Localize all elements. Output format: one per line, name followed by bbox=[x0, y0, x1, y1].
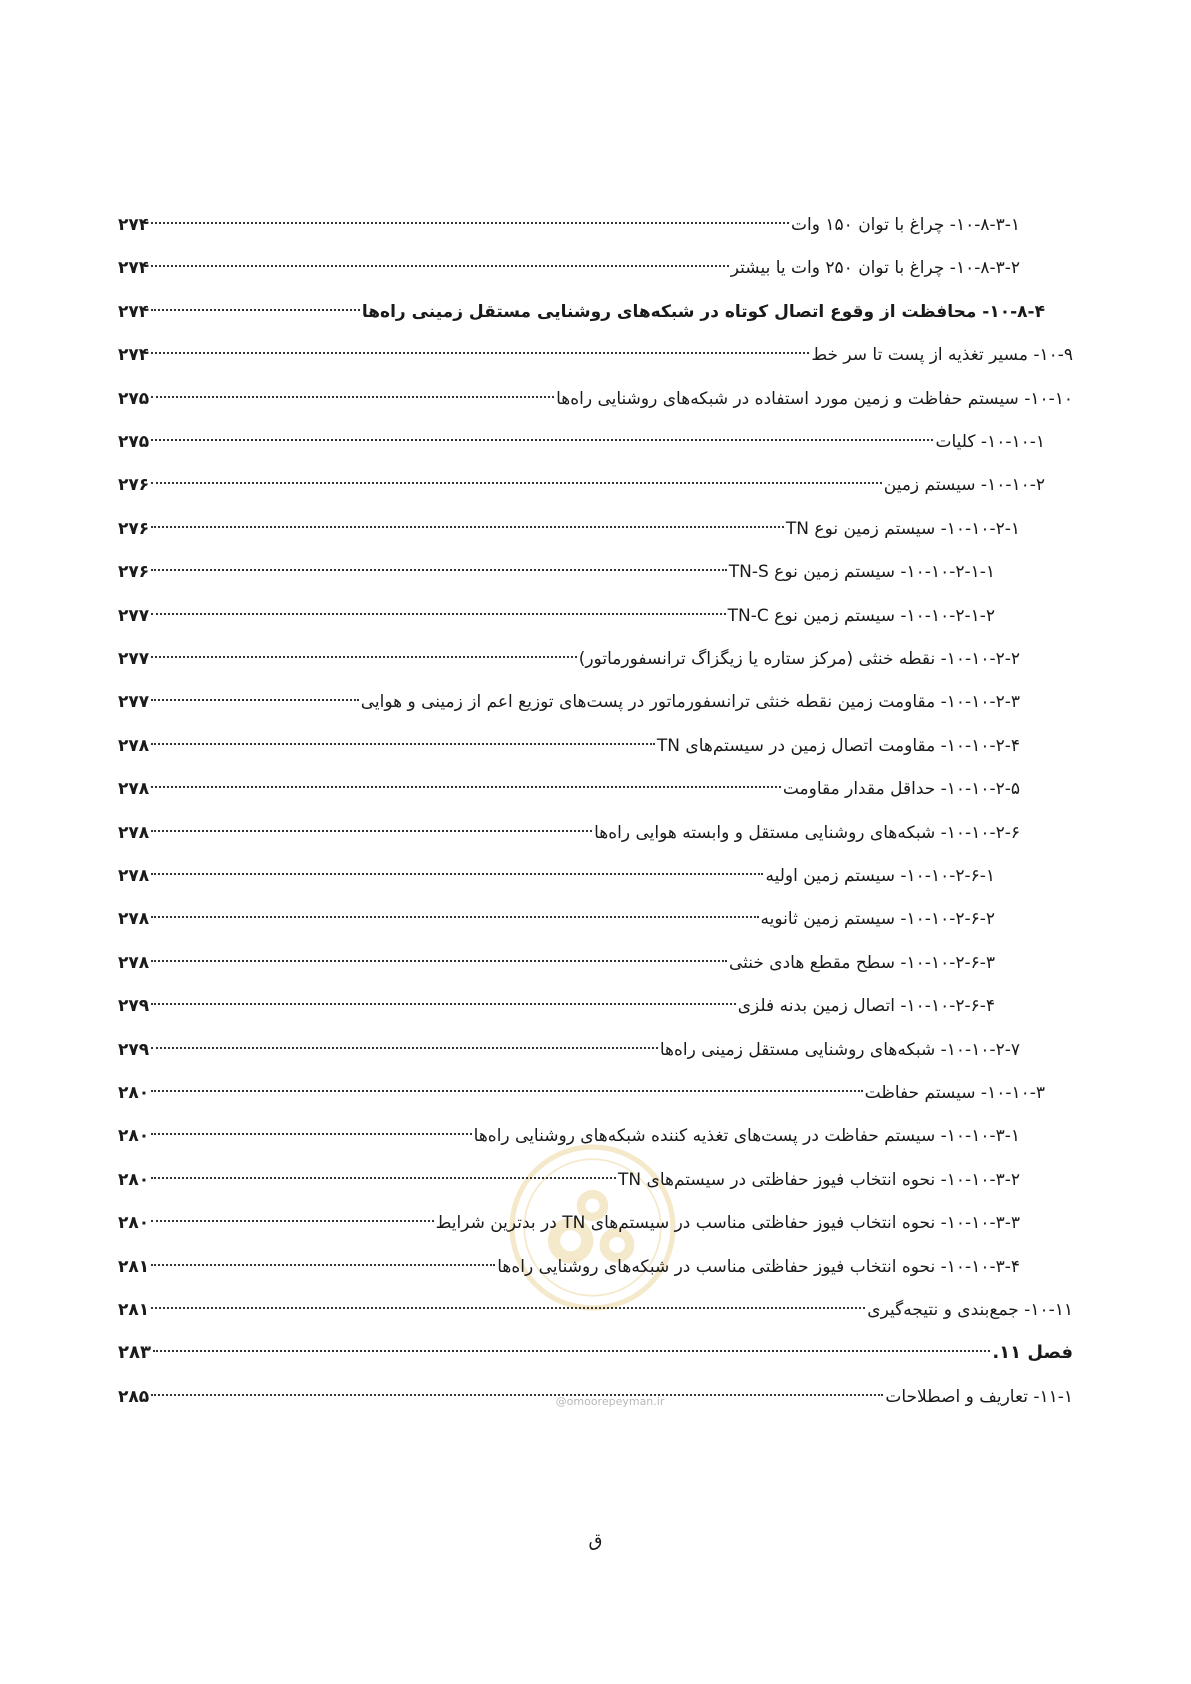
toc-entry-page: ۲۷۴ bbox=[118, 258, 150, 278]
toc-entry[interactable] bbox=[118, 644, 1020, 674]
toc-entry-title: ۱۰-۸-۴- محافظت از وقوع اتصال کوتاه در شبکه‌های روشنایی مستقل زمینی راه‌ها bbox=[361, 302, 1045, 322]
toc-dot-leader bbox=[151, 222, 789, 224]
toc-entry[interactable] bbox=[118, 818, 1020, 848]
toc-entry-page: ۲۷۷ bbox=[118, 692, 150, 712]
toc-entry-title: ۱۰-۱۰-۳-۲- نحوه انتخاب فیوز حفاظتی در سیستم‌های TN bbox=[618, 1170, 1020, 1190]
toc-entry-title: ۱۰-۱۰-۲-۶-۱- سیستم زمین اولیه bbox=[765, 866, 995, 886]
toc-entry-title: ۱۰-۱۰-۲-۶- شبکه‌های روشنایی مستقل و وابسته هوایی راه‌ها bbox=[594, 823, 1020, 843]
toc-dot-leader bbox=[151, 1177, 616, 1179]
toc-entry-page: ۲۸۰ bbox=[118, 1126, 150, 1146]
watermark-site: @omoorepeyman.ir bbox=[555, 1395, 665, 1408]
toc-entry[interactable] bbox=[118, 1078, 1045, 1108]
toc-dot-leader bbox=[151, 1047, 658, 1049]
toc-entry[interactable] bbox=[118, 731, 1020, 761]
toc-dot-leader bbox=[151, 482, 882, 484]
toc-entry-page: ۲۸۵ bbox=[118, 1387, 150, 1407]
toc-dot-leader bbox=[151, 1220, 433, 1222]
toc-dot-leader bbox=[153, 1350, 990, 1352]
toc-entry-title: ۱۰-۱۰-۲-۳- مقاومت زمین نقطه خنثی ترانسفورماتور در پست‌های توزیع اعم از زمینی و هوایی bbox=[360, 692, 1020, 712]
toc-dot-leader bbox=[151, 960, 727, 962]
toc-entry[interactable] bbox=[118, 601, 995, 631]
toc-entry-page: ۲۷۸ bbox=[118, 736, 150, 756]
toc-entry-page: ۲۷۸ bbox=[118, 823, 150, 843]
toc-entry-page: ۲۷۷ bbox=[118, 606, 150, 626]
toc-dot-leader bbox=[151, 569, 727, 571]
toc-entry-page: ۲۷۹ bbox=[118, 1040, 150, 1060]
toc-dot-leader bbox=[151, 396, 554, 398]
toc-entry-title: ۱۰-۱۰-۲-۶-۴- اتصال زمین بدنه فلزی bbox=[737, 996, 995, 1016]
toc-entry-title: ۱۰-۱۰-۳-۳- نحوه انتخاب فیوز حفاظتی مناسب در سیستم‌های TN در بدترین شرایط bbox=[435, 1213, 1020, 1233]
toc-entry-title: ۱۰-۱۰-۲-۲- نقطه خنثی (مرکز ستاره یا زیگزاگ ترانسفورماتور) bbox=[578, 649, 1020, 669]
toc-entry-title: ۱۰-۱۰-۲-۶-۳- سطح مقطع هادی خنثی bbox=[728, 953, 995, 973]
toc-entry[interactable] bbox=[118, 948, 995, 978]
toc-entry[interactable] bbox=[118, 1208, 1020, 1238]
toc-dot-leader bbox=[151, 1003, 736, 1005]
toc-entry-title: ۱۰-۹- مسیر تغذیه از پست تا سر خط bbox=[811, 345, 1073, 365]
toc-entry[interactable] bbox=[118, 340, 1073, 370]
toc-dot-leader bbox=[151, 786, 781, 788]
toc-dot-leader bbox=[151, 1264, 495, 1266]
toc-entry[interactable] bbox=[118, 904, 995, 934]
toc-entry-page: ۲۷۶ bbox=[118, 475, 150, 495]
toc-entry-page: ۲۷۴ bbox=[118, 345, 150, 365]
toc-entry[interactable] bbox=[118, 557, 995, 587]
toc-entry[interactable] bbox=[118, 253, 1020, 283]
toc-entry[interactable] bbox=[118, 687, 1020, 717]
toc-dot-leader bbox=[151, 699, 359, 701]
toc-entry-page: ۲۷۶ bbox=[118, 562, 150, 582]
toc-entry-page: ۲۸۰ bbox=[118, 1083, 150, 1103]
toc-entry-page: ۲۷۸ bbox=[118, 779, 150, 799]
toc-dot-leader bbox=[151, 613, 726, 615]
toc-entry-title: ۱۰-۱۰-۲-۷- شبکه‌های روشنایی مستقل زمینی راه‌ها bbox=[659, 1040, 1020, 1060]
toc-entry-title: ۱۰-۱۰-۲-۶-۲- سیستم زمین ثانویه bbox=[760, 909, 995, 929]
toc-entry-page: ۲۷۴ bbox=[118, 215, 150, 235]
toc-entry[interactable] bbox=[118, 427, 1045, 457]
toc-entry-title: ۱۱-۱- تعاریف و اصطلاحات bbox=[885, 1387, 1073, 1407]
toc-entry-page: ۲۸۱ bbox=[118, 1300, 150, 1320]
toc-entry-title: ۱۰-۱۰-۳- سیستم حفاظت bbox=[864, 1083, 1045, 1103]
toc-entry[interactable] bbox=[118, 991, 995, 1021]
toc-entry-title: فصل ۱۱. bbox=[992, 1342, 1073, 1363]
toc-dot-leader bbox=[151, 526, 784, 528]
toc-dot-leader bbox=[151, 439, 933, 441]
toc-entry-page: ۲۷۵ bbox=[118, 432, 150, 452]
toc-entry-title: ۱۰-۱۰-۲-۱- سیستم زمین نوع TN bbox=[785, 519, 1020, 539]
toc-dot-leader bbox=[151, 916, 758, 918]
toc-entry[interactable] bbox=[118, 774, 1020, 804]
toc-dot-leader bbox=[151, 743, 655, 745]
toc-entry[interactable] bbox=[118, 514, 1020, 544]
toc-entry[interactable] bbox=[118, 1252, 1020, 1282]
toc-entry-title: ۱۰-۱۰-۲-۱-۱- سیستم زمین نوع TN-S bbox=[728, 562, 995, 582]
toc-entry-title: ۱۰-۱۰-۳-۴- نحوه انتخاب فیوز حفاظتی مناسب در شبکه‌های روشنایی راه‌ها bbox=[497, 1257, 1020, 1277]
toc-dot-leader bbox=[151, 265, 729, 267]
toc-entry-page: ۲۸۰ bbox=[118, 1213, 150, 1233]
toc-entry[interactable] bbox=[118, 210, 1020, 240]
toc-entry-title: ۱۰-۱۰-۱- کلیات bbox=[935, 432, 1045, 452]
toc-dot-leader bbox=[151, 873, 763, 875]
toc-dot-leader bbox=[151, 352, 809, 354]
toc-dot-leader bbox=[151, 656, 577, 658]
toc-entry[interactable] bbox=[118, 1338, 1073, 1368]
toc-entry[interactable] bbox=[118, 1295, 1073, 1325]
toc-entry-page: ۲۸۱ bbox=[118, 1257, 150, 1277]
toc-entry[interactable] bbox=[118, 470, 1045, 500]
toc-entry[interactable] bbox=[118, 861, 995, 891]
toc-entry[interactable] bbox=[118, 1121, 1020, 1151]
toc-entry-page: ۲۷۷ bbox=[118, 649, 150, 669]
toc-entry[interactable] bbox=[118, 1035, 1020, 1065]
toc-entry-title: ۱۰-۱۰-۳-۱- سیستم حفاظت در پست‌های تغذیه کننده شبکه‌های روشنایی راه‌ها bbox=[473, 1126, 1020, 1146]
toc-entry-title: ۱۰-۱۰- سیستم حفاظت و زمین مورد استفاده در شبکه‌های روشنایی راه‌ها bbox=[556, 389, 1073, 409]
toc-entry[interactable] bbox=[118, 1382, 1073, 1412]
toc-dot-leader bbox=[151, 830, 592, 832]
toc-entry-page: ۲۷۸ bbox=[118, 953, 150, 973]
toc-entry-page: ۲۷۶ bbox=[118, 519, 150, 539]
toc-entry-title: ۱۰-۱۰-۲-۴- مقاومت اتصال زمین در سیستم‌های TN bbox=[656, 736, 1020, 756]
toc-dot-leader bbox=[151, 1394, 883, 1396]
toc-entry-title: ۱۰-۱۱- جمع‌بندی و نتیجه‌گیری bbox=[867, 1300, 1073, 1320]
toc-dot-leader bbox=[151, 1307, 865, 1309]
toc-entry[interactable] bbox=[118, 384, 1073, 414]
toc-entry-title: ۱۰-۸-۳-۲- چراغ با توان ۲۵۰ وات یا بیشتر bbox=[730, 258, 1020, 278]
toc-entry-title: ۱۰-۱۰-۲- سیستم زمین bbox=[883, 475, 1045, 495]
toc-entry-page: ۲۷۴ bbox=[118, 302, 150, 322]
toc-entry-page: ۲۸۳ bbox=[118, 1342, 151, 1363]
toc-entry-page: ۲۷۹ bbox=[118, 996, 150, 1016]
toc-entry-page: ۲۷۸ bbox=[118, 909, 150, 929]
toc-entry-page: ۲۷۸ bbox=[118, 866, 150, 886]
toc-dot-leader bbox=[151, 1133, 472, 1135]
toc-dot-leader bbox=[151, 1090, 862, 1092]
toc-entry-title: ۱۰-۸-۳-۱- چراغ با توان ۱۵۰ وات bbox=[791, 215, 1020, 235]
toc-entry-page: ۲۸۰ bbox=[118, 1170, 150, 1190]
toc-entry-title: ۱۰-۱۰-۲-۱-۲- سیستم زمین نوع TN-C bbox=[727, 606, 995, 626]
toc-entry-title: ۱۰-۱۰-۲-۵- حداقل مقدار مقاومت bbox=[782, 779, 1020, 799]
toc-dot-leader bbox=[151, 309, 360, 311]
toc-entry[interactable] bbox=[118, 1165, 1020, 1195]
page-number-letter: ق bbox=[588, 1530, 603, 1551]
toc-entry[interactable] bbox=[118, 297, 1045, 327]
toc-entry-page: ۲۷۵ bbox=[118, 389, 150, 409]
